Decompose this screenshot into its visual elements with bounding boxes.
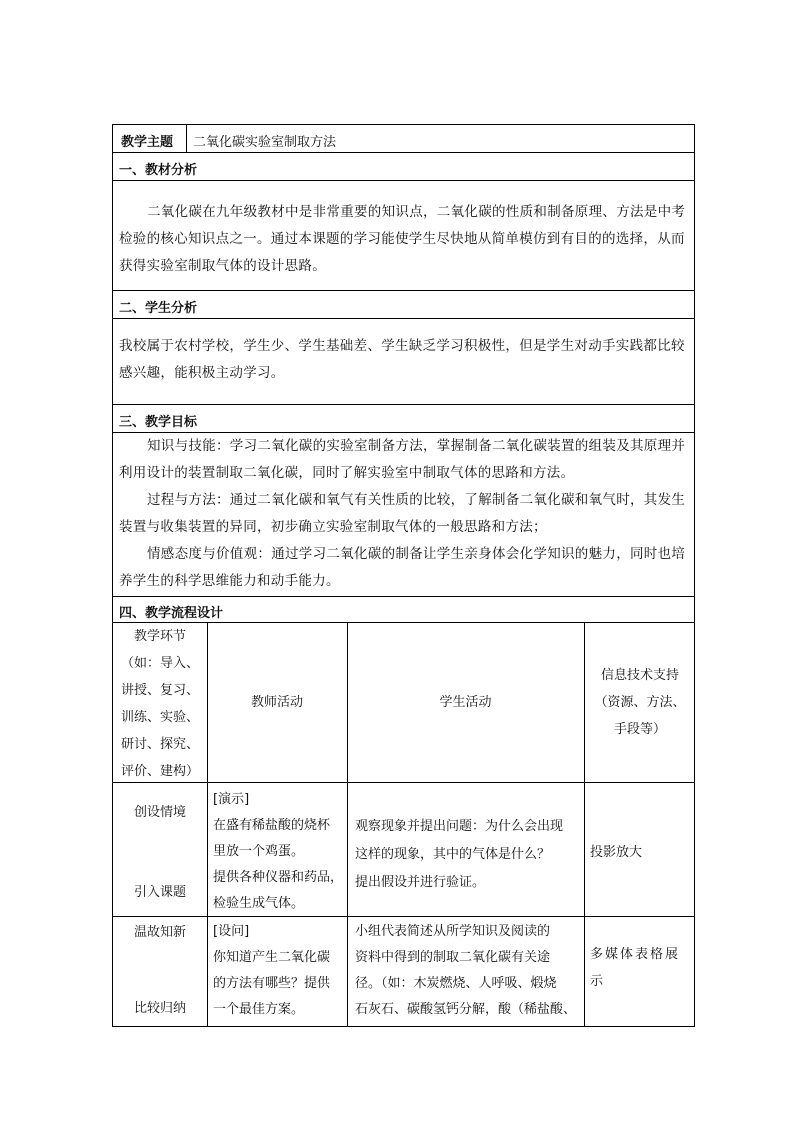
flow-row-2 — [113, 917, 694, 1027]
topic-label: 教学主题 — [121, 135, 174, 150]
section-3-title-row — [113, 405, 694, 433]
section-1-body — [113, 181, 694, 291]
section-1-title-row — [113, 153, 694, 181]
section-2-title: 二、学生分析 — [119, 301, 198, 316]
section-4-title-row — [113, 597, 694, 623]
section-2-title-row — [113, 291, 694, 319]
header-support: 信息技术支持 （资源、方法、 手段等） — [594, 668, 686, 737]
objective-emotion: 情感态度与价值观：通过学习二氧化碳的制备让学生亲身体会化学知识的魅力，同时也培养学生的科学思维能力和动手能力。 — [119, 546, 686, 589]
row2-support: 多媒体表格展 示 — [590, 947, 681, 989]
section-3-title: 三、教学目标 — [119, 415, 198, 430]
header-teacher: 教师活动 — [250, 695, 303, 710]
flow-row-1 — [113, 783, 694, 917]
section-2-body — [113, 319, 694, 405]
objective-knowledge: 知识与技能：学习二氧化碳的实验室制备方法，掌握制备二氧化碳装置的组装及其原理并利用设计的装置制取二氧化碳，同时了解实验室中制取气体的思路和方法。 — [119, 438, 686, 481]
row1-student: 观察现象并提出问题：为什么会出现 这样的现象，其中的气体是什么？ 提出假设并进行验证。 — [355, 819, 564, 890]
objective-process: 过程与方法：通过二氧化碳和氧气有关性质的比较，了解制备二氧化碳和氧气时，其发生装置与收集装置的异同，初步确立实验室制取气体的一般思路和方法； — [119, 492, 686, 535]
topic-row — [113, 125, 694, 153]
row1-stage: 创设情境 引入课题 — [133, 805, 186, 900]
header-stage: 教学环节 （如：导入、 讲授、复习、 训练、实验、 研讨、探究、 评价、建构） — [120, 628, 199, 779]
row2-teacher: [设问] 你知道产生二氧化碳 的方法有哪些？提供 一个最佳方案。 — [213, 924, 331, 1017]
section-2-paragraph: 我校属于农村学校，学生少、学生基础差、学生缺乏学习积极性，但是学生对动手实践都比较感兴趣，能积极主动学习。 — [119, 338, 685, 381]
topic-value: 二氧化碳实验室制取方法 — [193, 135, 337, 150]
lesson-plan-table — [112, 124, 695, 1027]
row2-stage: 温故知新 比较归纳 — [133, 925, 186, 1016]
row1-teacher: [演示] 在盛有稀盐酸的烧杯 里放一个鸡蛋。 提供各种仪器和药品， 检验生成气体。 — [213, 792, 344, 911]
row2-student: 小组代表简述从所学知识及阅读的 资料中得到的制取二氧化碳有关途 径。（如：木炭燃烧、人呼吸、煅烧 石灰石、碳酸氢钙分解，酸（稀盐酸、 — [355, 924, 577, 1017]
row1-support: 投影放大 — [590, 845, 643, 860]
section-1-title: 一、教材分析 — [119, 163, 198, 178]
header-student: 学生活动 — [439, 695, 492, 710]
section-3-body — [113, 433, 694, 597]
section-4-title: 四、教学流程设计 — [119, 606, 224, 621]
section-1-paragraph: 二氧化碳在九年级教材中是非常重要的知识点，二氧化碳的性质和制备原理、方法是中考检验的核心知识点之一。通过本课题的学习能使学生尽快地从简单模仿到有目的的选择，从而获得实验室制取气体的设计思路。 — [119, 204, 686, 274]
flow-table-header — [113, 623, 694, 783]
